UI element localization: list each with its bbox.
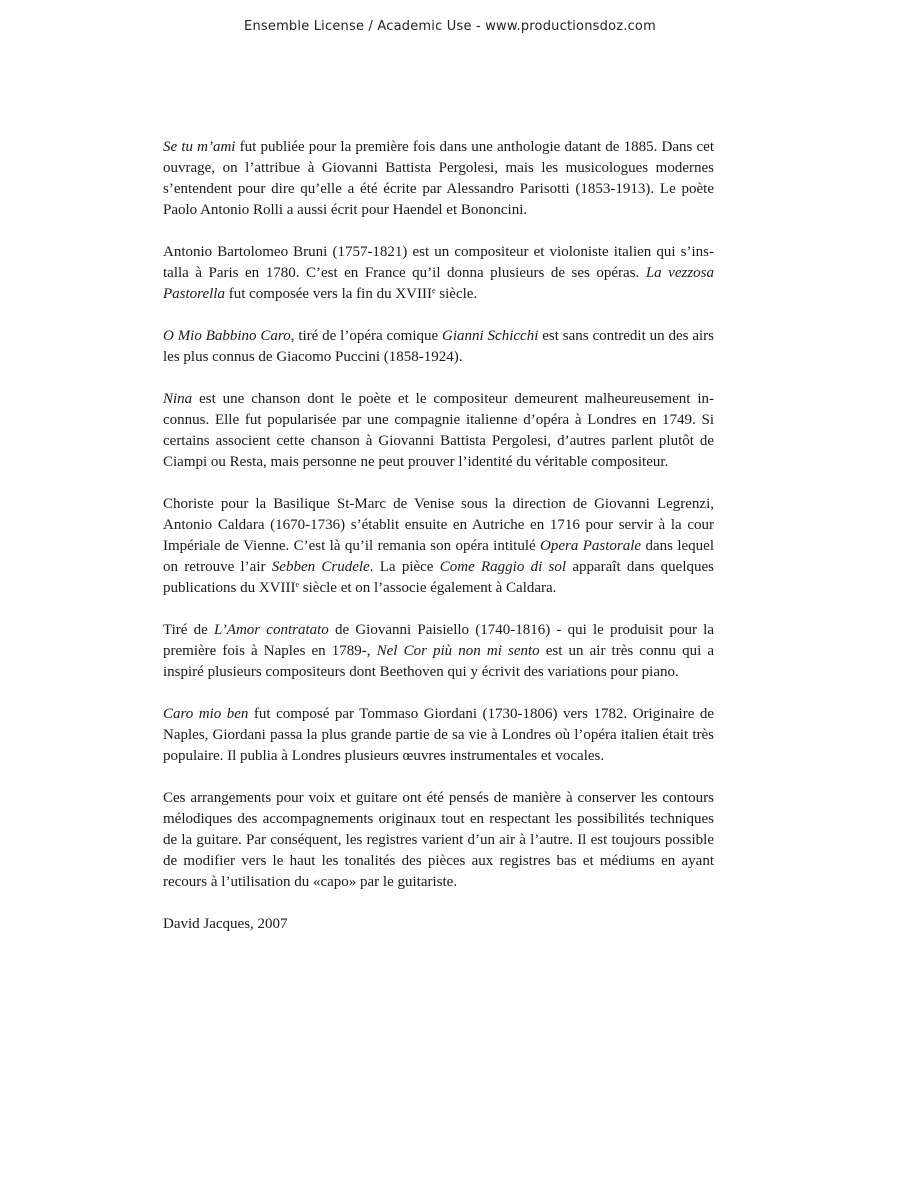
italic-title: La vezzosa Pastorella: [163, 265, 715, 302]
superscript: e: [431, 286, 436, 295]
italic-title: Nina: [163, 391, 193, 407]
text-run: . La pièce: [369, 559, 440, 575]
paragraph: [163, 137, 714, 221]
text-run: fut composée vers la fin du XVIII: [224, 286, 432, 302]
italic-title: Sebben Crudele: [271, 559, 370, 575]
italic-title: L’Amor contratato: [214, 622, 329, 638]
text-run: est sans contredit un des airs les plus connus de Giacomo Puccini (1858-1924).: [163, 328, 714, 365]
italic-title: Opera Pastorale: [540, 538, 642, 554]
paragraph: [163, 242, 714, 305]
italic-title: Caro mio ben: [163, 706, 249, 722]
text-run: est une chanson dont le poète et le compositeur demeurent malheureusement inconnus. Elle fut popularisée par une compagnie italienne d’opéra à Londres en 1749. Si certains associent cette chanson à Giovanni Battista Pergolesi, d’autres parlent plutôt de Ciampi ou Resta, mais personne ne peut prouver l’identité du véritable compositeur.: [163, 391, 714, 470]
text-run: Ces arrangements pour voix et guitare ont été pensés de manière à conserver les contours mélodiques des accompagnements originaux tout en respectant les possibilités techniques de la guitare. Par conséquent, les registres varient d’un air à l’autre. Il est toujours possible de modifier vers le haut les tonalités des pièces aux registres bas et médiums en ayant recours à l’utilisation du «capo» par le guitariste.: [163, 790, 714, 890]
paragraph: [163, 704, 714, 767]
license-header: Ensemble License / Academic Use - www.productionsdoz.com: [244, 19, 656, 34]
text-run: Choriste pour la Basilique St-Marc de Venise sous la direction de Giovanni Legrenzi, Antonio Caldara (1670-1736) s’établit ensuite en Autriche en 1716 pour servir à la cour Impériale de Vienne. C’est là qu’il remania son opéra intitulé: [163, 496, 714, 554]
paragraph: [163, 788, 714, 893]
paragraph: [163, 620, 714, 683]
italic-title: O Mio Babbino Caro,: [163, 328, 295, 344]
signature: David Jacques, 2007: [163, 916, 288, 932]
paragraph: [163, 494, 714, 599]
text-run: fut composé par Tommaso Giordani (1730-1806) vers 1782. Originaire de Naples, Giordani passa la plus grande partie de sa vie à Londres où l’opéra italien était très populaire. Il publia à Londres plusieurs œuvres instrumentales et vocales.: [163, 706, 715, 764]
text-run: de Giovanni Paisiello (1740-1816) - qui le produisit pour la première fois à Naples en 1789-,: [163, 622, 714, 659]
text-run: Tiré de: [163, 622, 214, 638]
superscript: e: [295, 580, 300, 589]
text-run: fut publiée pour la première fois dans une anthologie datant de 1885. Dans cet ouvrage, on l’attribue à Giovanni Battista Pergolesi, mais les musicologues modernes s’entendent pour dire qu’elle a été écrite par Alessandro Parisotti (1853-1913). Le poète Paolo Antonio Rolli a aussi écrit pour Haendel et Bononcini.: [163, 139, 714, 218]
paragraph: [163, 326, 714, 368]
paragraph-list: [163, 137, 714, 893]
italic-title: Gianni Schicchi: [442, 328, 539, 344]
italic-title: Nel Cor più non mi sento: [376, 643, 540, 659]
paragraph: [163, 389, 714, 473]
text-run: est un air très connu qui a inspiré plusieurs compositeurs dont Beethoven qui y écrivit des variations pour piano.: [163, 643, 714, 680]
text-run: siècle.: [435, 286, 478, 302]
article-body: [163, 137, 714, 935]
italic-title: Se tu m’ami: [163, 139, 236, 155]
text-run: tiré de l’opéra comique: [294, 328, 443, 344]
text-run: dans lequel on retrouve l’air: [163, 538, 714, 575]
text-run: siècle et on l’associe également à Caldara.: [299, 580, 557, 596]
italic-title: Come Raggio di sol: [439, 559, 567, 575]
text-run: apparaît dans quelques publications du XVIII: [163, 559, 714, 596]
text-run: Antonio Bartolomeo Bruni (1757-1821) est un compositeur et violoniste italien qui s’installa à Paris en 1780. C’est en France qu’il donna plusieurs de ses opéras.: [163, 244, 714, 281]
